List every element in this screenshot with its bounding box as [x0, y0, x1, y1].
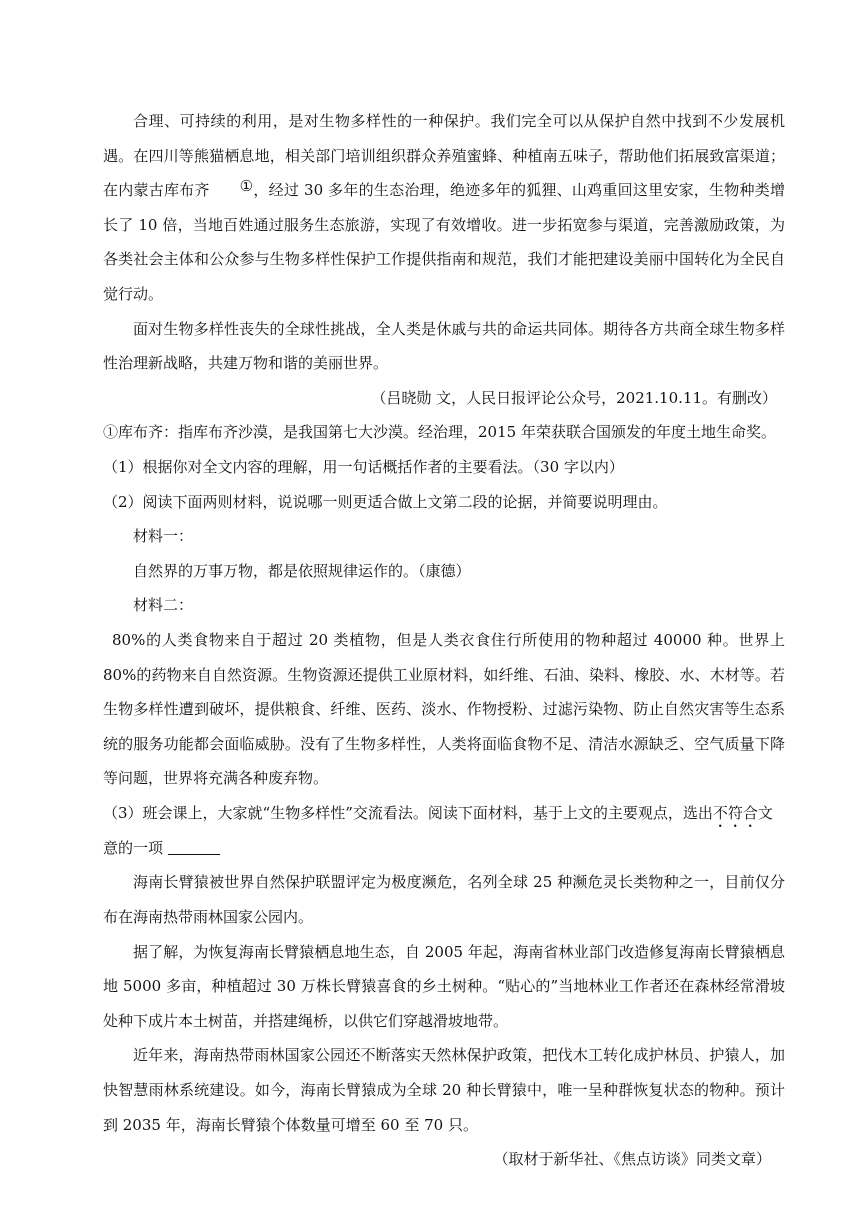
- footnote-marker: ①: [239, 177, 254, 196]
- article-source: （吕晓勋 文，人民日报评论公众号，2021.10.11。有删改）: [371, 388, 777, 407]
- question-3-text-b: 文意的一项: [103, 803, 773, 857]
- question-3-paragraph-3: 近年来，海南热带雨林国家公园还不断落实天然林保护政策，把伐木工转化成护林员、护猿人，加快智慧雨林系统建设。如今，海南长臂猿成为全球 20 种长臂猿中，唯一呈种群恢复状态的物种。预计到 2035 年，海南长臂猿个体数量可增至 60 至 70 只。: [103, 1046, 785, 1134]
- question-3: [103, 796, 785, 866]
- material-1-label: 材料一：: [133, 527, 194, 546]
- article-paragraph-2: 面对生物多样性丧失的全球性挑战，全人类是休戚与共的命运共同体。期待各方共商全球生物多样性治理新战略，共建万物和谐的美丽世界。: [103, 319, 785, 373]
- article-paragraph-1: [103, 104, 785, 312]
- article-paragraph-1-part-b: ，经过 30 多年的生态治理，绝迹多年的狐狸、山鸡重回这里安家，生物种类增长了 10 倍，当地百姓通过服务生态旅游，实现了有效增收。进一步拓宽参与渠道，完善激励政策，为各类社会主体和公众参与生物多样性保护工作提供指南和规范，我们才能把建设美丽中国转化为全民自觉行动。: [103, 181, 785, 303]
- answer-blank[interactable]: [168, 836, 220, 855]
- material-2-label: 材料二：: [133, 596, 194, 615]
- question-1: （1）根据你对全文内容的理解，用一句话概括作者的主要看法。（30 字以内）: [103, 457, 624, 476]
- material-2-text: 80%的人类食物来自于超过 20 类植物，但是人类衣食住行所使用的物种超过 40000 种。世界上 80%的药物来自自然资源。生物资源还提供工业原材料，如纤维、石油、染料、橡胶、水、木材等。若生物多样性遭到破坏，提供粮食、纤维、医药、淡水、作物授粉、过滤污染物、防止自然灾害等生态系统的服务功能都会面临威胁。没有了生物多样性，人类将面临食物不足、清洁水源缺乏、空气质量下降等问题，世界将充满各种废弃物。: [103, 630, 785, 788]
- material-1-text: 自然界的万事万物，都是依照规律运作的。（康德）: [133, 561, 471, 580]
- question-3-paragraph-2: 据了解，为恢复海南长臂猿栖息地生态，自 2005 年起，海南省林业部门改造修复海南长臂猿栖息地 5000 多亩，种植超过 30 万株长臂猿喜食的乡土树种。“贴心的”当地林业工作者还在森林经常滑坡处种下成片本土树苗，并搭建绳桥，以供它们穿越滑坡地带。: [103, 942, 785, 1030]
- question-2: （2）阅读下面两则材料，说说哪一则更适合做上文第二段的论据，并简要说明理由。: [103, 492, 668, 511]
- question-3-emphasis: 不符合: [712, 803, 758, 822]
- footnote: ①库布齐：指库布齐沙漠，是我国第七大沙漠。经治理，2015 年荣获联合国颁发的年度土地生命奖。: [103, 423, 776, 442]
- document-page: [103, 104, 785, 1177]
- question-3-source: （取材于新华社、《焦点访谈》同类文章）: [493, 1150, 771, 1169]
- question-3-text-a: （3）班会课上，大家就“生物多样性”交流看法。阅读下面材料，基于上文的主要观点，选出: [103, 803, 713, 822]
- question-3-paragraph-1: 海南长臂猿被世界自然保护联盟评定为极度濒危，名列全球 25 种濒危灵长类物种之一，目前仅分布在海南热带雨林国家公园内。: [103, 873, 785, 927]
- article-paragraph-1-part-a: 合理、可持续的利用，是对生物多样性的一种保护。我们完全可以从保护自然中找到不少发展机遇。在四川等熊猫栖息地，相关部门培训组织群众养殖蜜蜂、种植南五味子，帮助他们拓展致富渠道；在内蒙古库布齐: [103, 112, 785, 200]
